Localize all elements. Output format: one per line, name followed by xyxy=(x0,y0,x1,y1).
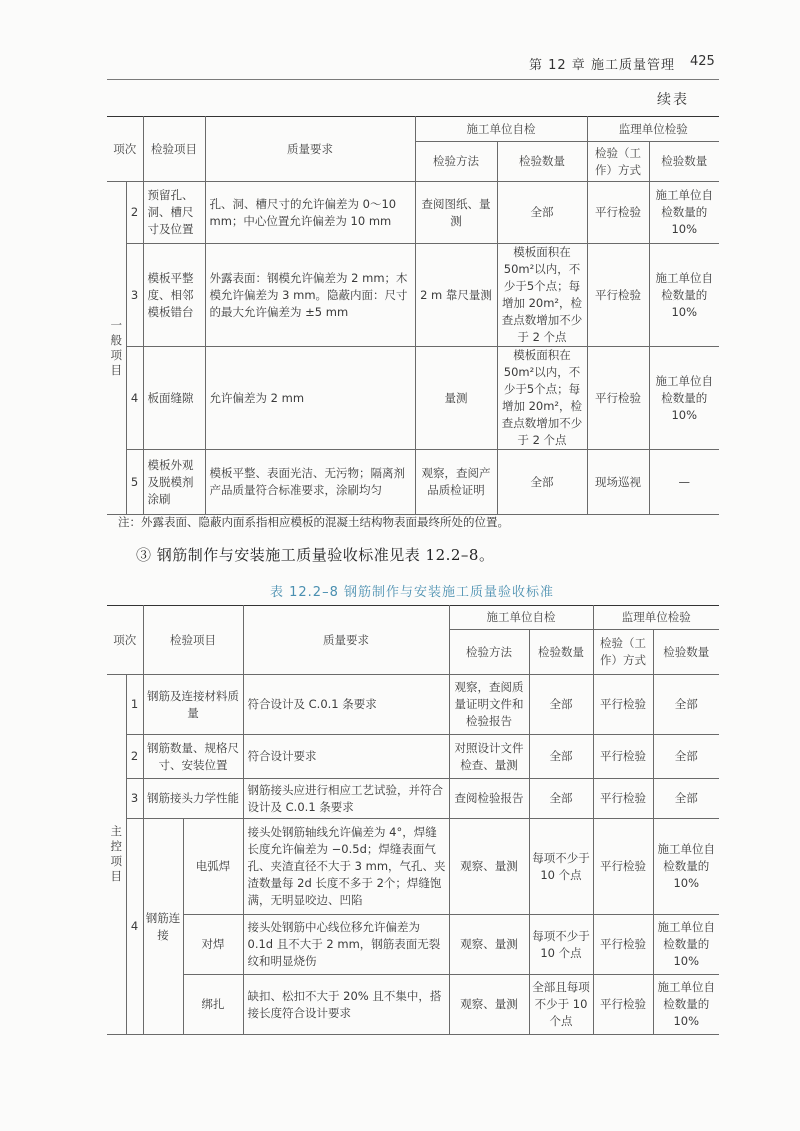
row-item: 预留孔、洞、槽尺寸及位置 xyxy=(143,182,205,244)
group-label-general: 一般项目 xyxy=(107,182,126,515)
row-quantity: 全部 xyxy=(529,779,593,819)
row-sup-quantity: — xyxy=(649,450,719,515)
row-no: 2 xyxy=(126,735,143,779)
row-method: 查阅检验报告 xyxy=(449,779,529,819)
col-header-item-no: 项次 xyxy=(107,606,143,675)
row-requirement: 接头处钢筋中心线位移允许偏差为 0.1d 且不大于 2 mm，钢筋表面无裂纹和明显烧伤 xyxy=(243,915,449,975)
row-sup-method: 平行检验 xyxy=(593,819,653,915)
row-quantity: 每项不少于 10 个点 xyxy=(529,915,593,975)
row-quantity: 每项不少于 10 个点 xyxy=(529,819,593,915)
row-method: 观察，查阅质量证明文件和检验报告 xyxy=(449,675,529,735)
table-formwork-continued xyxy=(107,116,719,515)
row-requirement: 缺扣、松扣不大于 20% 且不集中，搭接长度符合设计要求 xyxy=(243,975,449,1035)
row-quantity: 模板面积在50m²以内，不少于5个点；每增加 20m²，检查点数增加不少于 2 个点 xyxy=(497,244,587,347)
row-sup-method: 平行检验 xyxy=(587,244,649,347)
col-header-sup-quantity: 检验数量 xyxy=(649,142,719,182)
row-method: 查阅图纸、量测 xyxy=(415,182,497,244)
row-method: 量测 xyxy=(415,347,497,450)
row-quantity: 模板面积在50m²以内，不少于5个点；每增加 20m²，检查点数增加不少于 2 个点 xyxy=(497,347,587,450)
row-no: 3 xyxy=(126,779,143,819)
body-paragraph: ③ 钢筋制作与安装施工质量验收标准见表 12.2–8。 xyxy=(136,546,495,564)
row-item: 板面缝隙 xyxy=(143,347,205,450)
col-header-sup-method: 检验（工作）方式 xyxy=(587,142,649,182)
header-rule xyxy=(107,79,719,80)
row-sup-quantity: 施工单位自检数量的 10% xyxy=(649,347,719,450)
row-sup-quantity: 施工单位自检数量的 10% xyxy=(653,915,719,975)
col-header-item-no: 项次 xyxy=(107,117,143,182)
row-item: 钢筋及连接材料质量 xyxy=(143,675,243,735)
row-sup-method: 平行检验 xyxy=(593,735,653,779)
row-requirement: 模板平整、表面光洁、无污物；隔离剂产品质量符合标准要求，涂刷均匀 xyxy=(205,450,415,515)
table-row xyxy=(107,819,719,915)
page-number: 425 xyxy=(690,54,715,69)
group-label-main: 主控项目 xyxy=(107,675,126,1035)
row-no: 4 xyxy=(126,819,143,1035)
col-header-sup-method: 检验（工作）方式 xyxy=(593,630,653,675)
table-row xyxy=(107,675,719,735)
row-sup-quantity: 全部 xyxy=(653,735,719,779)
row-quantity: 全部且每项不少于 10 个点 xyxy=(529,975,593,1035)
row-requirement: 接头处钢筋轴线允许偏差为 4°，焊缝长度允许偏差为 −0.5d；焊缝表面气孔、夹渣直径不大于 3 mm，气孔、夹渣数量每 2d 长度不多于 2个；焊缝饱满，无明显咬边、凹陷 xyxy=(243,819,449,915)
row-requirement: 孔、洞、槽尺寸的允许偏差为 0～10 mm；中心位置允许偏差为 10 mm xyxy=(205,182,415,244)
row-no: 2 xyxy=(126,182,143,244)
row-item: 钢筋接头力学性能 xyxy=(143,779,243,819)
row-sup-method: 平行检验 xyxy=(593,915,653,975)
row-no: 5 xyxy=(126,450,143,515)
table-note: 注：外露表面、隐蔽内面系指相应模板的混凝土结构物表面最终所处的位置。 xyxy=(118,515,509,529)
row-sup-method: 平行检验 xyxy=(593,975,653,1035)
col-header-method: 检验方法 xyxy=(449,630,529,675)
row-sup-quantity: 施工单位自检数量的 10% xyxy=(649,182,719,244)
row-sup-method: 现场巡视 xyxy=(587,450,649,515)
row-item: 钢筋连接 xyxy=(143,819,183,1035)
row-item: 钢筋数量、规格尺寸、安装位置 xyxy=(143,735,243,779)
row-no: 3 xyxy=(126,244,143,347)
table-caption: 表 12.2–8 钢筋制作与安装施工质量验收标准 xyxy=(270,585,554,600)
table-row xyxy=(107,244,719,347)
row-no: 4 xyxy=(126,347,143,450)
row-quantity: 全部 xyxy=(497,182,587,244)
row-requirement: 外露表面：钢模允许偏差为 2 mm；木模允许偏差为 3 mm。隐蔽内面：尺寸的最大允许偏差为 ±5 mm xyxy=(205,244,415,347)
row-method: 观察，查阅产品质检证明 xyxy=(415,450,497,515)
row-quantity: 全部 xyxy=(529,735,593,779)
row-requirement: 符合设计及 C.0.1 条要求 xyxy=(243,675,449,735)
sub-item-name: 电弧焊 xyxy=(183,819,243,915)
row-quantity: 全部 xyxy=(529,675,593,735)
row-sup-quantity: 全部 xyxy=(653,779,719,819)
sub-item-name: 对焊 xyxy=(183,915,243,975)
table-row xyxy=(107,347,719,450)
row-sup-method: 平行检验 xyxy=(593,779,653,819)
row-method: 2 m 靠尺量测 xyxy=(415,244,497,347)
table-row xyxy=(107,735,719,779)
col-header-contractor-self-check: 施工单位自检 xyxy=(415,117,587,142)
col-header-contractor-self-check: 施工单位自检 xyxy=(449,606,593,630)
row-item: 模板平整度、相邻模板错台 xyxy=(143,244,205,347)
col-header-inspection-item: 检验项目 xyxy=(143,117,205,182)
row-item: 模板外观及脱模剂涂刷 xyxy=(143,450,205,515)
table-row xyxy=(107,182,719,244)
row-requirement: 允许偏差为 2 mm xyxy=(205,347,415,450)
row-sup-quantity: 施工单位自检数量的 10% xyxy=(653,819,719,915)
continued-label: 续表 xyxy=(657,92,689,108)
col-header-supervisor-check: 监理单位检验 xyxy=(593,606,719,630)
col-header-quantity: 检验数量 xyxy=(529,630,593,675)
table-row xyxy=(107,779,719,819)
row-method: 观察、量测 xyxy=(449,915,529,975)
col-header-quantity: 检验数量 xyxy=(497,142,587,182)
table-rebar-acceptance xyxy=(107,605,719,1035)
col-header-method: 检验方法 xyxy=(415,142,497,182)
row-method: 观察、量测 xyxy=(449,975,529,1035)
col-header-sup-quantity: 检验数量 xyxy=(653,630,719,675)
col-header-supervisor-check: 监理单位检验 xyxy=(587,117,719,142)
row-sup-quantity: 施工单位自检数量的 10% xyxy=(649,244,719,347)
row-no: 1 xyxy=(126,675,143,735)
row-requirement: 钢筋接头应进行相应工艺试验，并符合设计及 C.0.1 条要求 xyxy=(243,779,449,819)
row-sup-method: 平行检验 xyxy=(587,347,649,450)
row-method: 对照设计文件检查、量测 xyxy=(449,735,529,779)
table-row xyxy=(107,450,719,515)
table-row xyxy=(107,975,719,1035)
row-sup-method: 平行检验 xyxy=(593,675,653,735)
table-row xyxy=(107,915,719,975)
row-method: 观察、量测 xyxy=(449,819,529,915)
col-header-quality-requirement: 质量要求 xyxy=(243,606,449,675)
col-header-inspection-item: 检验项目 xyxy=(143,606,243,675)
row-quantity: 全部 xyxy=(497,450,587,515)
chapter-title: 第 12 章 施工质量管理 xyxy=(529,58,675,73)
row-sup-method: 平行检验 xyxy=(587,182,649,244)
row-sup-quantity: 全部 xyxy=(653,675,719,735)
sub-item-name: 绑扎 xyxy=(183,975,243,1035)
row-requirement: 符合设计要求 xyxy=(243,735,449,779)
col-header-quality-requirement: 质量要求 xyxy=(205,117,415,182)
row-sup-quantity: 施工单位自检数量的 10% xyxy=(653,975,719,1035)
